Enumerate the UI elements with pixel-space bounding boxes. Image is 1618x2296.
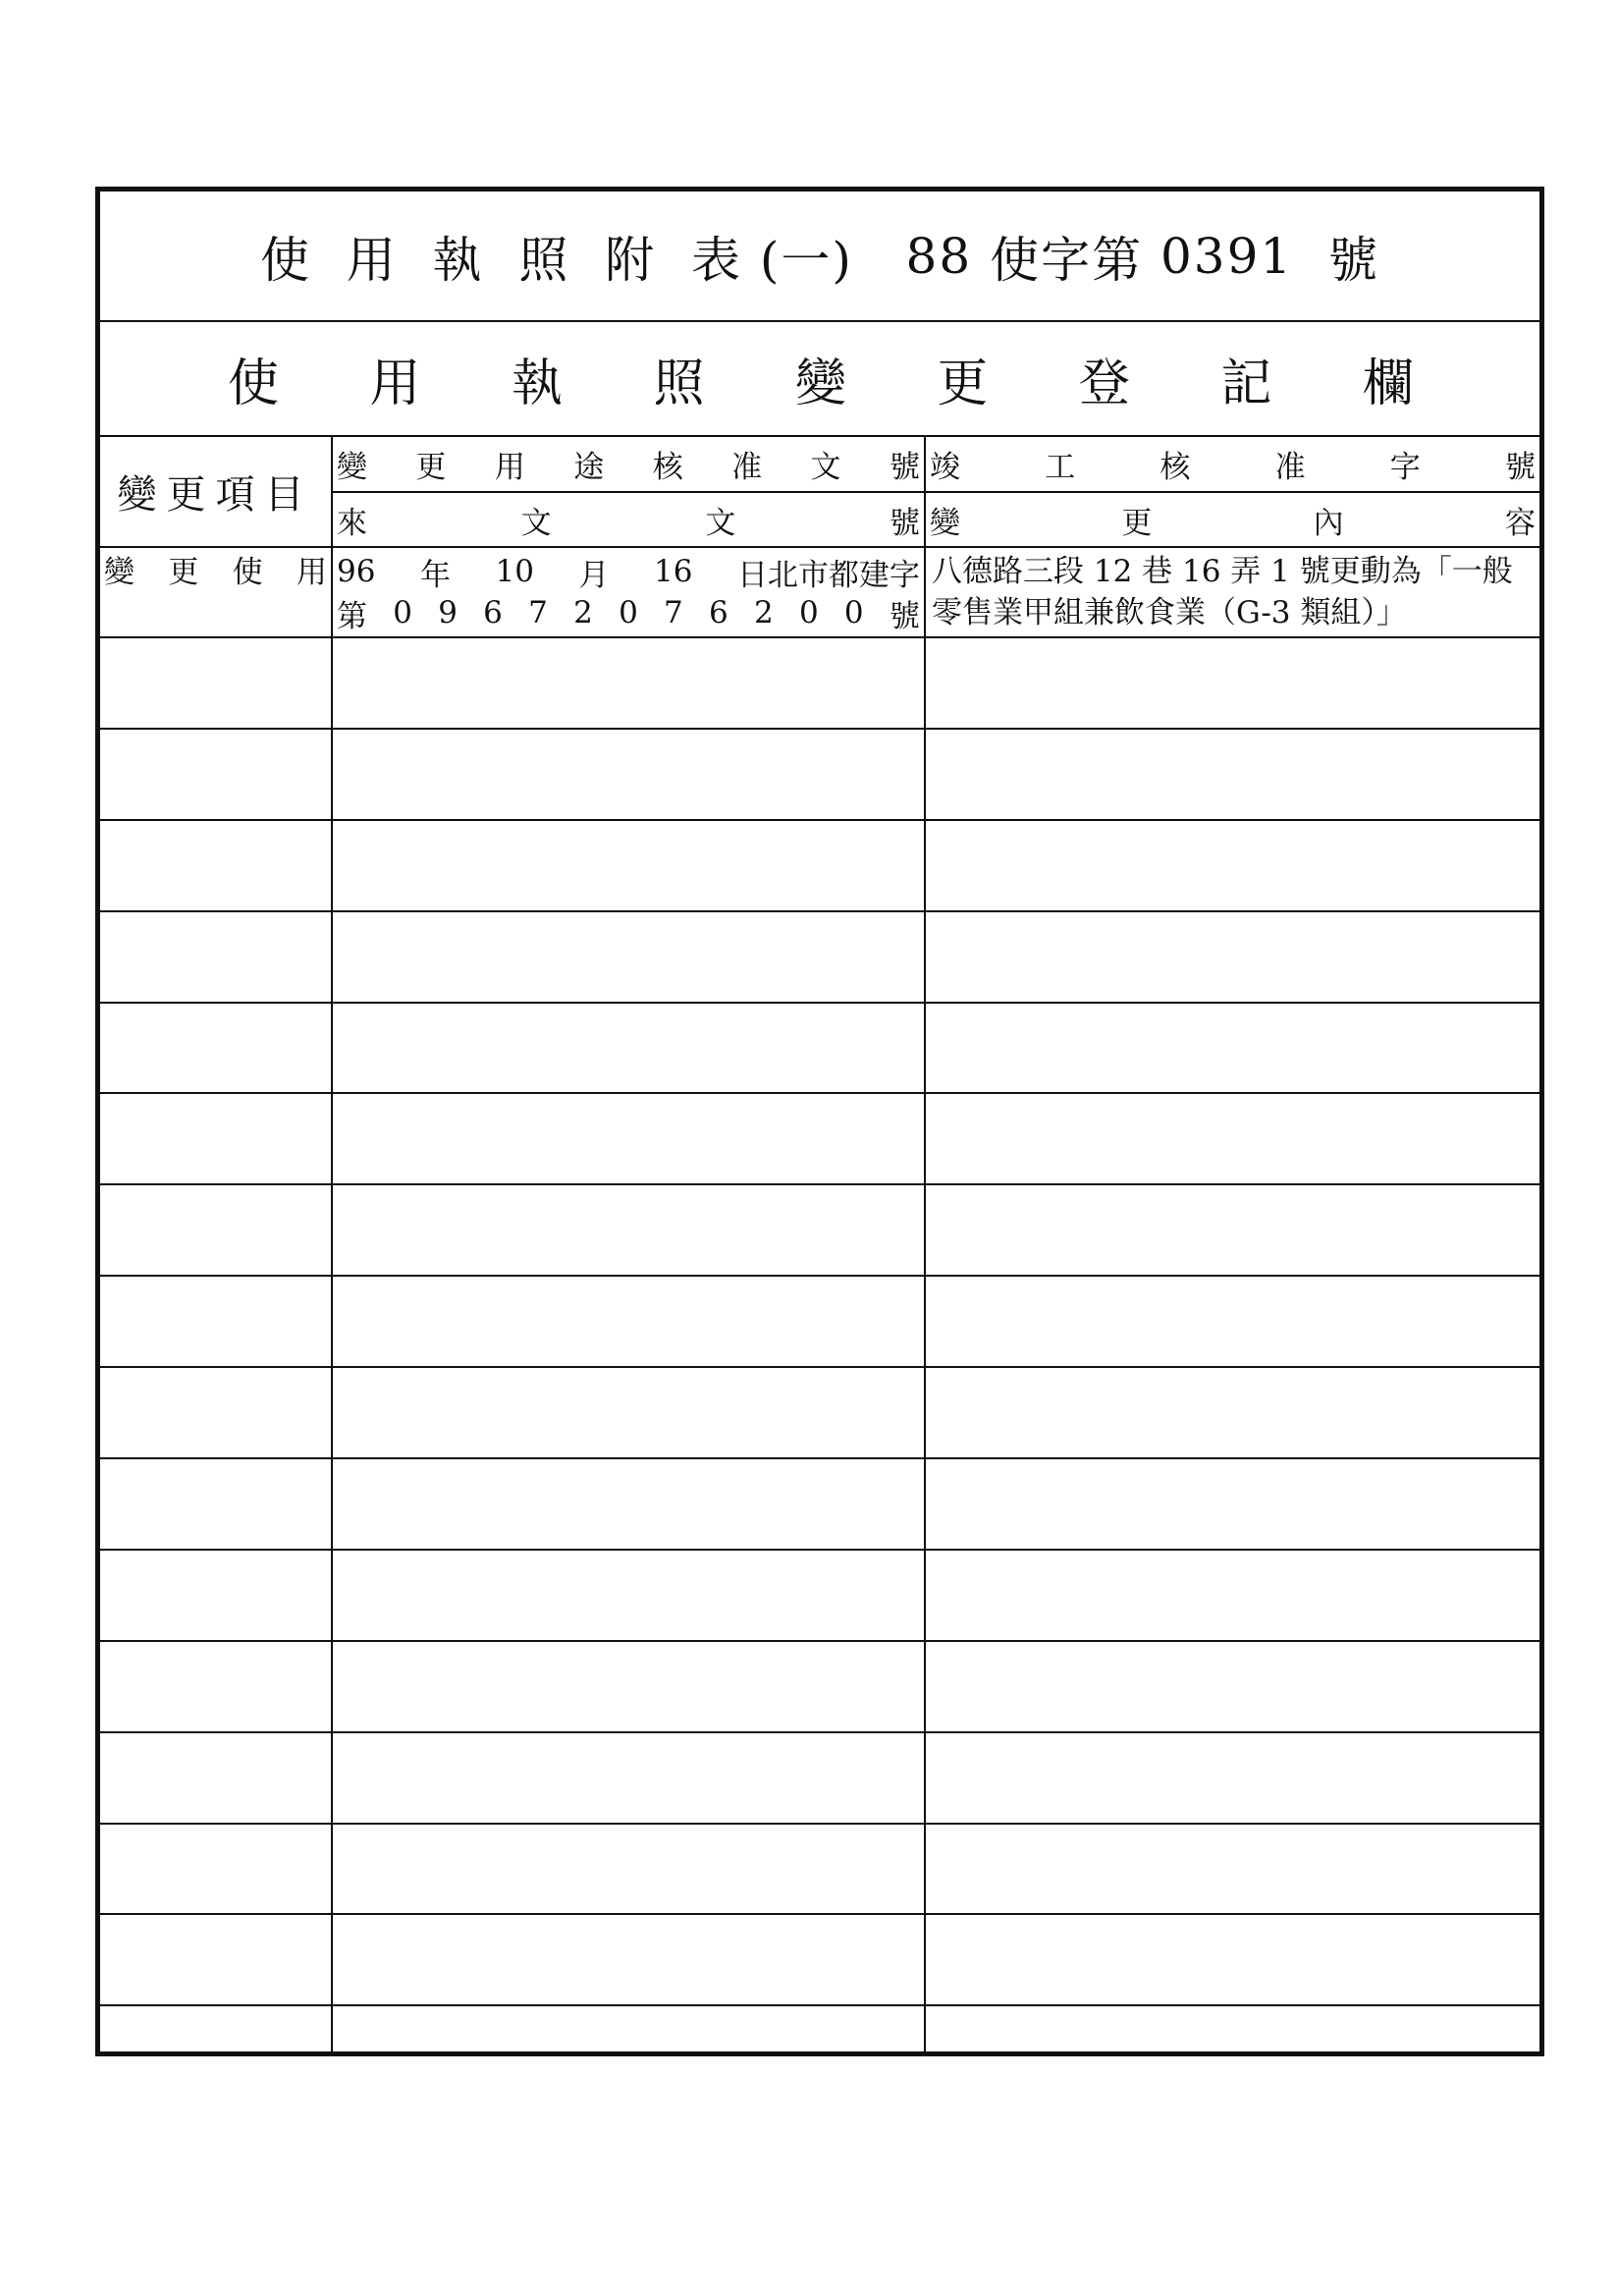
empty-cell	[925, 1184, 1539, 1276]
empty-record-row	[100, 1641, 1539, 1732]
completion-approval-header: 竣 工 核 准 字 號	[930, 450, 1536, 485]
empty-cell	[332, 1458, 925, 1550]
entry-row	[100, 547, 1539, 637]
empty-cell	[925, 1824, 1539, 1915]
title-char: 照	[518, 231, 570, 289]
empty-record-row	[100, 1003, 1539, 1094]
subtitle-char: 登	[1078, 355, 1130, 413]
empty-record-row	[100, 911, 1539, 1003]
empty-cell	[332, 1550, 925, 1641]
subtitle-char: 執	[511, 355, 563, 413]
empty-cell	[100, 1003, 332, 1094]
empty-cell	[332, 1914, 925, 2005]
entry-content-line-2: 零售業甲組兼飲食業（G-3 類組）」	[932, 595, 1407, 630]
empty-cell	[925, 1641, 1539, 1732]
subtitle-char: 變	[794, 355, 846, 413]
empty-cell	[925, 1093, 1539, 1184]
empty-cell	[332, 2005, 925, 2051]
usage-permit-form	[95, 187, 1544, 2056]
empty-cell	[100, 1824, 332, 1915]
empty-record-row	[100, 1458, 1539, 1550]
header-row-1	[100, 437, 1539, 492]
empty-cell	[332, 729, 925, 820]
empty-cell	[332, 1367, 925, 1458]
content-header-cell	[925, 492, 1539, 547]
subtitle-char: 用	[369, 355, 421, 413]
empty-cell	[100, 1550, 332, 1641]
empty-cell	[925, 820, 1539, 911]
entry-item-cell	[100, 547, 332, 637]
title-char: (一)	[759, 231, 853, 289]
header-item-cell	[100, 437, 332, 547]
entry-item: 變 更 使 用	[104, 554, 327, 590]
empty-record-row	[100, 1914, 1539, 2005]
empty-cell	[925, 1458, 1539, 1550]
subtitle-char: 記	[1220, 355, 1272, 413]
empty-cell	[100, 1732, 332, 1824]
empty-record-row	[100, 1367, 1539, 1458]
empty-cell	[925, 1276, 1539, 1367]
empty-cell	[925, 1914, 1539, 2005]
empty-cell	[925, 1367, 1539, 1458]
empty-record-row	[100, 1276, 1539, 1367]
empty-record-row	[100, 2005, 1539, 2051]
empty-record-row	[100, 1093, 1539, 1184]
empty-cell	[100, 2005, 332, 2051]
title-char: 0391	[1160, 227, 1294, 285]
empty-cell	[100, 820, 332, 911]
empty-record-row	[100, 637, 1539, 729]
entry-doc-line-1: 96 年 10 月 16 日北市都建字	[337, 554, 920, 593]
empty-cell	[332, 1641, 925, 1732]
empty-cell	[332, 1824, 925, 1915]
empty-record-row	[100, 820, 1539, 911]
title-char: 用	[346, 231, 398, 289]
empty-cell	[332, 1003, 925, 1094]
empty-cell	[100, 729, 332, 820]
empty-cell	[100, 1641, 332, 1732]
completion-header-cell	[925, 437, 1539, 492]
form-title	[100, 191, 1539, 322]
empty-cell	[925, 911, 1539, 1003]
entry-content-cell	[925, 547, 1539, 637]
empty-cell	[100, 1914, 332, 2005]
empty-cell	[100, 637, 332, 729]
incoming-doc-header-cell	[332, 492, 925, 547]
empty-cell	[332, 1184, 925, 1276]
change-item-header: 變更項目	[117, 472, 314, 518]
empty-cell	[925, 729, 1539, 820]
title-char: 號	[1328, 231, 1380, 289]
empty-record-row	[100, 1184, 1539, 1276]
empty-cell	[100, 1367, 332, 1458]
empty-cell	[332, 1093, 925, 1184]
empty-cell	[332, 1276, 925, 1367]
entry-doc-line-2: 第 0 9 6 7 2 0 7 6 2 0 0 號	[337, 595, 920, 634]
empty-cell	[100, 1184, 332, 1276]
empty-cell	[332, 637, 925, 729]
empty-record-row	[100, 1550, 1539, 1641]
subtitle-char: 使	[228, 355, 280, 413]
empty-cell	[332, 1732, 925, 1824]
title-char: 執	[432, 231, 484, 289]
empty-record-row	[100, 1824, 1539, 1915]
title-char: 使字第	[990, 231, 1144, 289]
empty-record-row	[100, 1732, 1539, 1824]
empty-cell	[100, 911, 332, 1003]
title-char: 使	[259, 231, 311, 289]
empty-cell	[925, 1550, 1539, 1641]
approval-doc-header: 變 更 用 途 核 准 文 號	[337, 450, 920, 485]
empty-cell	[925, 1003, 1539, 1094]
subtitle-char: 欄	[1362, 355, 1414, 413]
title-char: 88	[905, 227, 973, 285]
entry-content-line-1: 八德路三段 12 巷 16 弄 1 號更動為「一般	[932, 554, 1513, 589]
title-char: 表	[690, 231, 742, 289]
empty-cell	[925, 1732, 1539, 1824]
change-record-table	[100, 437, 1539, 2051]
empty-cell	[925, 637, 1539, 729]
empty-record-row	[100, 729, 1539, 820]
title-char: 附	[605, 231, 657, 289]
approval-doc-header-cell	[332, 437, 925, 492]
entry-doc-cell	[332, 547, 925, 637]
form-subtitle	[100, 322, 1539, 437]
empty-cell	[100, 1458, 332, 1550]
empty-cell	[332, 820, 925, 911]
empty-cell	[332, 911, 925, 1003]
empty-cell	[925, 2005, 1539, 2051]
incoming-doc-header: 來 文 文 號	[337, 505, 920, 541]
subtitle-char: 照	[653, 355, 705, 413]
change-content-header: 變 更 內 容	[930, 505, 1536, 541]
empty-cell	[100, 1093, 332, 1184]
empty-cell	[100, 1276, 332, 1367]
subtitle-char: 更	[937, 355, 989, 413]
